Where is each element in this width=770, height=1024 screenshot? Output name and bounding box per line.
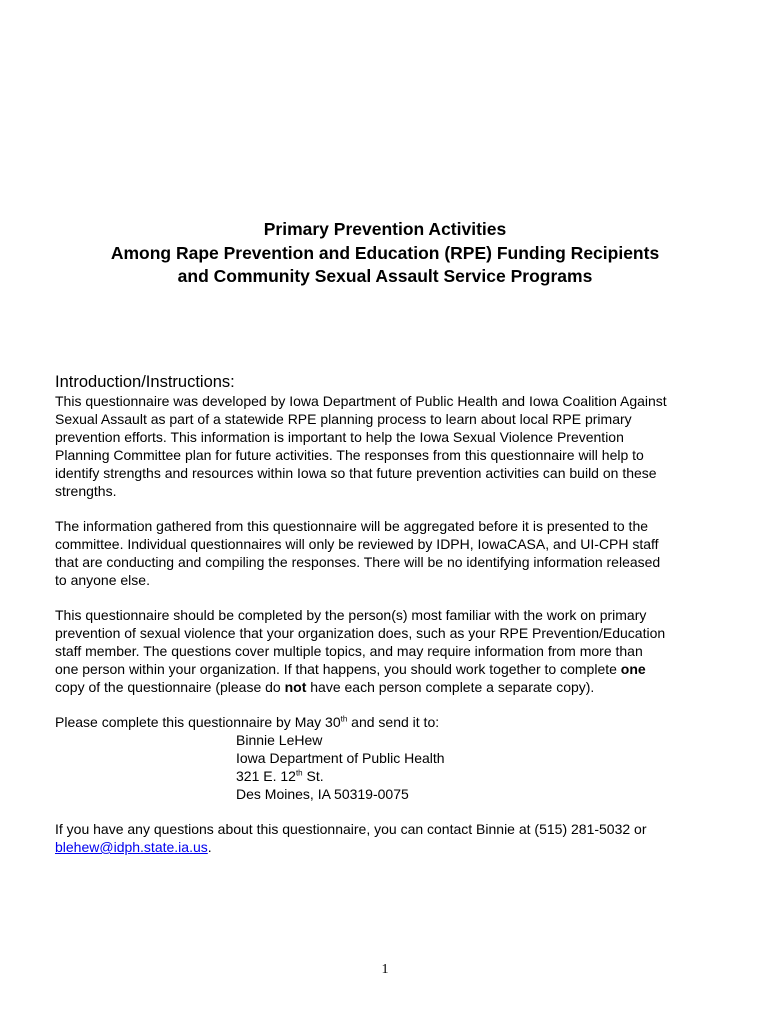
mailing-address	[236, 731, 445, 803]
paragraph-line: staff member. The questions cover multiple topics, and may require information from more than	[55, 643, 643, 659]
intro-paragraph-3	[55, 606, 725, 696]
paragraph-line: The information gathered from this questionnaire will be aggregated before it is presented to the	[55, 518, 649, 534]
paragraph-line: committee. Individual questionnaires will only be reviewed by IDPH, IowaCASA, and UI-CPH staff	[55, 536, 659, 552]
contact-paragraph	[55, 820, 725, 856]
intro-paragraph-1	[55, 392, 725, 500]
paragraph-line	[55, 838, 725, 856]
address-organization: Iowa Department of Public Health	[236, 750, 445, 766]
text-run: 321 E. 12	[236, 768, 296, 784]
page-number: 1	[381, 962, 389, 977]
paragraph-line: This questionnaire was developed by Iowa Department of Public Health and Iowa Coalition Against	[55, 393, 667, 409]
superscript: th	[340, 714, 348, 724]
paragraph-line: to anyone else.	[55, 572, 150, 588]
title-line-1: Primary Prevention Activities	[263, 219, 507, 239]
paragraph-line: prevention efforts. This information is important to help the Iowa Sexual Violence Prevention	[55, 429, 624, 445]
paragraph-line: strengths.	[55, 483, 117, 499]
paragraph-line	[55, 713, 725, 731]
paragraph-line	[55, 660, 725, 678]
paragraph-line: If you have any questions about this questionnaire, you can contact Binnie at (515) 281-5032 or	[55, 821, 647, 837]
text-run: copy of the questionnaire (please do	[55, 679, 285, 695]
paragraph-line: that are conducting and compiling the responses. There will be no identifying information released	[55, 554, 661, 570]
emphasis-not: not	[284, 679, 307, 695]
emphasis-one: one	[620, 661, 646, 677]
email-link[interactable]: blehew@idph.state.ia.us	[55, 839, 208, 855]
address-street	[236, 767, 445, 785]
paragraph-line: prevention of sexual violence that your organization does, such as your RPE Prevention/Education	[55, 625, 666, 641]
submission-instructions	[55, 713, 725, 731]
address-name: Binnie LeHew	[236, 732, 323, 748]
title-line-2: Among Rape Prevention and Education (RPE) Funding Recipients	[110, 242, 660, 263]
text-run: St.	[302, 768, 324, 784]
paragraph-line: Sexual Assault as part of a statewide RPE planning process to learn about local RPE primary	[55, 411, 632, 427]
paragraph-line: This questionnaire should be completed by the person(s) most familiar with the work on primary	[55, 607, 647, 623]
intro-heading: Introduction/Instructions:	[55, 373, 235, 391]
text-run: have each person complete a separate copy).	[306, 679, 595, 695]
superscript: th	[295, 768, 303, 778]
text-run: and send it to:	[347, 714, 440, 730]
paragraph-line	[55, 678, 725, 696]
paragraph-line: Planning Committee plan for future activities. The responses from this questionnaire will help to	[55, 447, 644, 463]
title-line-3: and Community Sexual Assault Service Programs	[177, 266, 593, 286]
intro-paragraph-2	[55, 517, 725, 589]
document-title	[0, 218, 770, 289]
text-run: Please complete this questionnaire by May 30	[55, 714, 341, 730]
address-city: Des Moines, IA 50319-0075	[236, 786, 409, 802]
paragraph-line: identify strengths and resources within Iowa so that future prevention activities can build on these	[55, 465, 657, 481]
text-run: one person within your organization. If that happens, you should work together to complete	[55, 661, 621, 677]
text-run: .	[207, 839, 212, 855]
